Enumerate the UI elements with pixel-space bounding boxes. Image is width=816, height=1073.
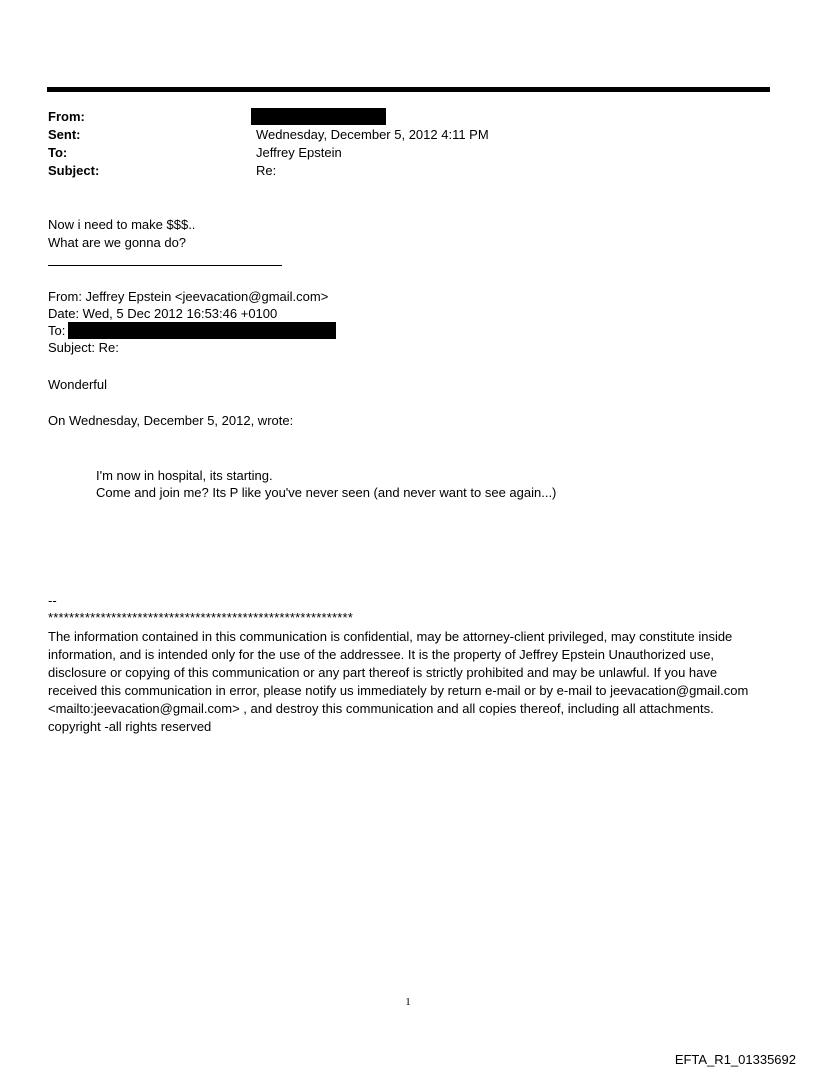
redaction-box-to — [68, 322, 336, 339]
signature-dashes: -- — [48, 593, 57, 608]
reply-line-1: Now i need to make $$$.. — [48, 217, 196, 232]
subject-value: Re: — [256, 163, 277, 178]
nested-line-2: Come and join me? Its P like you've never seen (and never want to see again...) — [96, 485, 557, 500]
reply-line-2: What are we gonna do? — [48, 235, 187, 250]
quoted-body: Wonderful — [48, 377, 108, 392]
confidentiality-disclaimer: The information contained in this communication is confidential, may be attorney-client privileged, may constitute inside information, and is intended only for the use of the addressee. It is the property of Jeffrey Epstein Unauthorized use, disclosure or copying of this communication or any part thereof is strictly prohibited and may be unlawful. If you have received this communication in error, please notify us immediately by return e-mail or by e-mail to jeevacation@gmail.com <mailto:jeevacation@gmail.com> , and destroy this communication and all copies thereof, including all attachments. copyright -all rights reserved — [48, 629, 749, 734]
redaction-box-from — [251, 108, 386, 125]
subject-label: Subject: — [48, 163, 100, 178]
to-label: To: — [48, 145, 68, 160]
quoted-from-line: From: Jeffrey Epstein <jeevacation@gmail.com> — [48, 289, 329, 304]
quote-divider — [48, 265, 282, 266]
quoted-on-line: On Wednesday, December 5, 2012, wrote: — [48, 413, 294, 428]
from-label: From: — [48, 109, 85, 124]
page-number: 1 — [405, 996, 411, 1008]
quoted-subject-line: Subject: Re: — [48, 340, 119, 355]
top-rule — [47, 87, 770, 92]
sent-label: Sent: — [48, 127, 81, 142]
to-value: Jeffrey Epstein — [256, 145, 342, 160]
nested-line-1: I'm now in hospital, its starting. — [96, 468, 273, 483]
sent-value: Wednesday, December 5, 2012 4:11 PM — [256, 127, 489, 142]
quoted-to-label: To: — [48, 323, 66, 338]
signature-stars: ********************************************************** — [48, 610, 354, 625]
quoted-date-line: Date: Wed, 5 Dec 2012 16:53:46 +0100 — [48, 306, 278, 321]
document-id: EFTA_R1_01335692 — [674, 1052, 796, 1067]
